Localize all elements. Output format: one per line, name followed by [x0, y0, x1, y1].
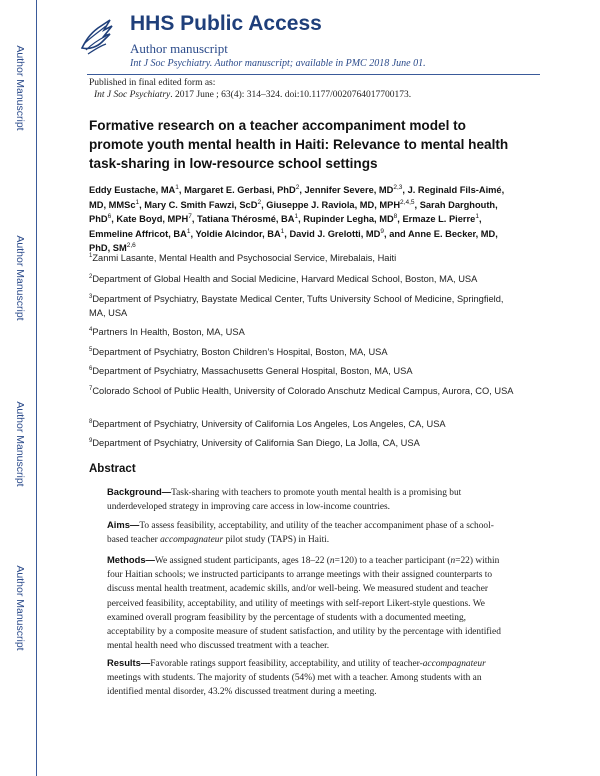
- side-label-author-manuscript: Author Manuscript: [14, 401, 26, 487]
- side-label-author-manuscript: Author Manuscript: [14, 235, 26, 321]
- author-list: Eddy Eustache, $MA^1$, Margaret E. Gerbasi, PhD$^2$, Jennifer Severe, MD$^{2,3}$, J. Reginald Fils-Aimé, MD, MMSc$^1$, Mary C. Smith Fawzi, ScD$^2$, Giuseppe J. Raviola, MD, MPH$^{2,4,5}$, Sarah Darghouth, PhD$^6$, Kate Boyd, MPH$^7$, Tatiana Thérosmé, $BA^1$, Rupinder Legha, $MD^8$, Ermaze L. Pierre$^1$, Emmeline Affricot, $BA^1$, Yoldie Alcindor, $BA^1$, David J. Grelotti, $MD^9$, and Anne E. Becker, MD, PhD, SM$^{2,6}$: [89, 183, 505, 253]
- affiliation: $^7$Colorado School of Public Health, University of Colorado Anschutz Medical Campus, Aurora, CO, USA: [89, 385, 514, 396]
- author-manuscript-label: Author manuscript: [130, 41, 228, 56]
- abstract-methods: Methods—We assigned student participants, ages 18–22 (n=120) to a teacher participant (n=22) within four Haitian schools; we instructed participants to arrange meetings with their assigned counterparts to discuss mental health treatment, academic skills, and/or well-being. We measured student and teacher perceived feasibility, acceptability, and utility of meetings with self-report Likert-style questions. We examined overall program feasibility by the percentage of students with a documented meeting, acceptability by a composite measure of student satisfaction, and utility by the percentage with identified mental health need who discussed treatment with a teacher.: [107, 554, 501, 652]
- pmc-citation: Int J Soc Psychiatry. Author manuscript; available in PMC 2018 June 01.: [130, 58, 426, 69]
- article-title: Formative research on a teacher accompaniment model to promote youth mental health in Haiti: Relevance to mental health task-sharing in low-resource school settings: [89, 118, 509, 171]
- publication-details: Int J Soc Psychiatry. 2017 June ; 63(4): 314–324. doi:10.1177/0020764017700173.: [94, 90, 412, 100]
- affiliation: $^9$Department of Psychiatry, University of California San Diego, La Jolla, CA, USA: [89, 437, 420, 448]
- side-label-author-manuscript: Author Manuscript: [14, 565, 26, 651]
- header-divider: [87, 74, 540, 75]
- abstract-results: Results—Favorable ratings support feasibility, acceptability, and utility of teacher-accompagnateur meetings with students. The majority of students (54%) met with a teacher. Among students with an identified mental disorder, 43.2% discussed treatment during a meeting.: [107, 657, 486, 698]
- abstract-background: Background—Task-sharing with teachers to promote youth mental health is a promising but underdeveloped strategy in improving care access in low-income countries.: [107, 486, 462, 513]
- affiliation: $^1$Zanmi Lasante, Mental Health and Psychosocial Service, Mirebalais, Haiti: [89, 252, 397, 263]
- abstract-aims: Aims—To assess feasibility, acceptability, and utility of the teacher accompaniment phase of a school-based teacher accompagnateur pilot study (TAPS) in Haiti.: [107, 519, 494, 546]
- affiliation: $^6$Department of Psychiatry, Massachusetts General Hospital, Boston, MA, USA: [89, 365, 413, 376]
- affiliation: $^8$Department of Psychiatry, University of California Los Angeles, Los Angeles, CA, USA: [89, 418, 446, 429]
- side-label-author-manuscript: Author Manuscript: [14, 45, 26, 131]
- margin-divider: [36, 0, 37, 776]
- hhs-eagle-logo-icon: [76, 14, 116, 58]
- abstract-heading: Abstract: [89, 463, 136, 475]
- affiliation: $^2$Department of Global Health and Social Medicine, Harvard Medical School, Boston, MA, USA: [89, 273, 478, 284]
- hhs-title: HHS Public Access: [130, 12, 322, 35]
- affiliation: $^3$Department of Psychiatry, Baystate Medical Center, Tufts University School of Medicine, Springfield, MA, USA: [89, 293, 504, 318]
- published-in-label: Published in final edited form as:: [89, 78, 216, 88]
- affiliation: $^5$Department of Psychiatry, Boston Children’s Hospital, Boston, MA, USA: [89, 346, 388, 357]
- affiliation: $^4$Partners In Health, Boston, MA, USA: [89, 326, 245, 337]
